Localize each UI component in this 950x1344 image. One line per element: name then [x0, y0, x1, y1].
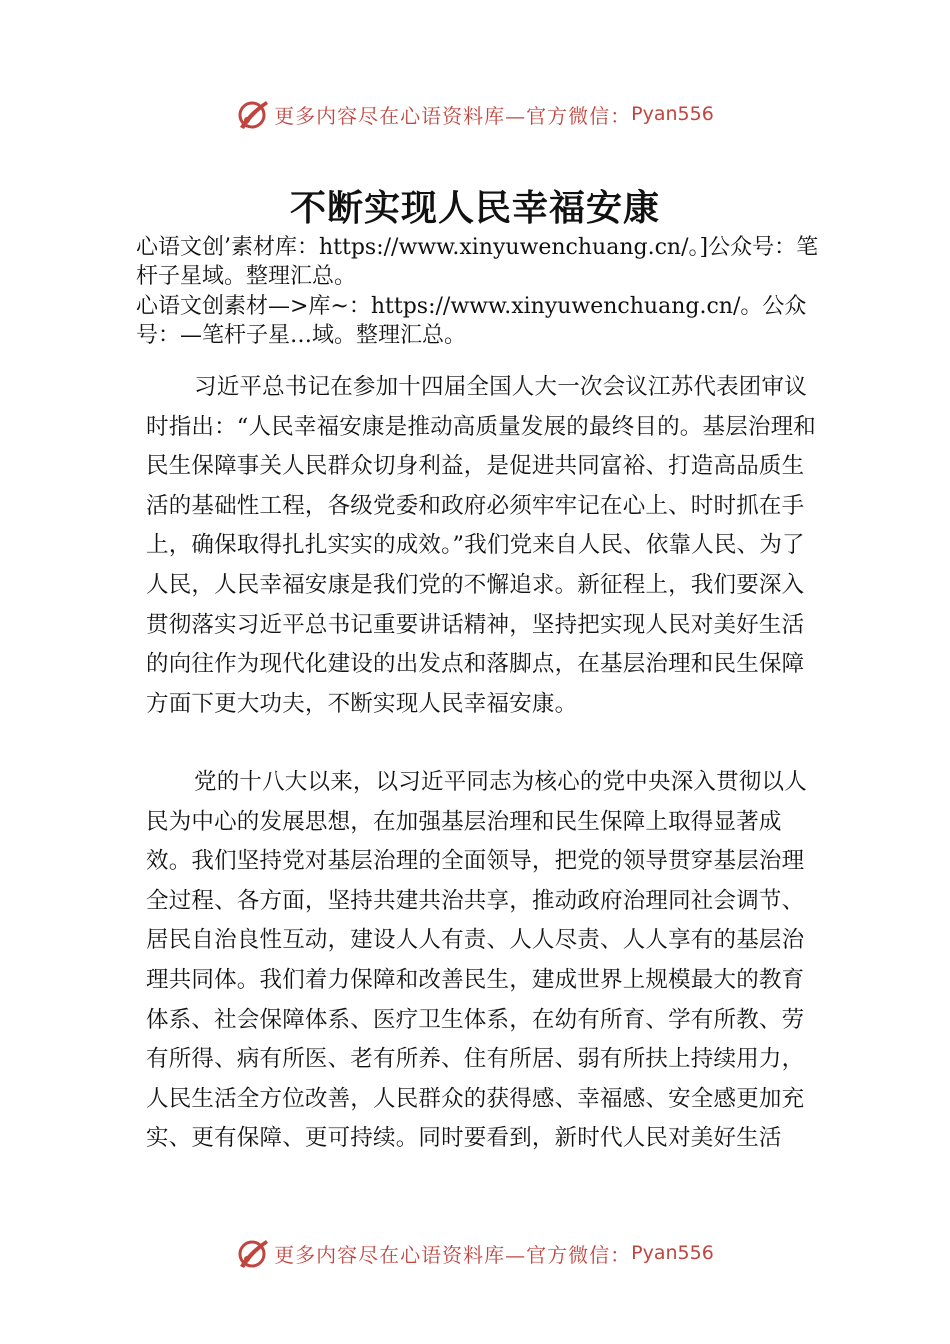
body-paragraph-1: 习近平总书记在参加十四届全国人大一次会议江苏代表团审议时指出：“人民幸福安康是推动高质量发展的最终目的。基层治理和民生保障事关人民群众切身利益，是促进共同富裕、打造高品质生活的基础性工程，各级党委和政府必须牢牢记在心上、时时抓在手上，确保取得扎扎实实的成效。”我们党来自人民、依靠人民、为了人民，人民幸福安康是我们党的不懈追求。新征程上，我们要深入贯彻落实习近平总书记重要讲话精神，坚持把实现人民对美好生活的向往作为现代化建设的出发点和落脚点，在基层治理和民生保障方面下更大功夫，不断实现人民幸福安康。: [146, 374, 817, 717]
source-line-2: 心语文创素材—>库~：https://www.xinyuwenchuang.cn/。公众号：—笔杆子星…域。整理汇总。: [136, 294, 807, 348]
document-title: 不断实现人民幸福安康: [289, 187, 660, 229]
watermark-text: 更多内容尽在心语资料库—官方微信：: [274, 103, 632, 128]
watermark-wechat-id: Pyan556: [631, 1242, 714, 1264]
watermark-wechat-id: Pyan556: [631, 103, 714, 125]
brush-logo-icon: [236, 97, 270, 131]
body-paragraph-2: 党的十八大以来，以习近平同志为核心的党中央深入贯彻以人民为中心的发展思想，在加强基层治理和民生保障上取得显著成效。我们坚持党对基层治理的全面领导，把党的领导贯穿基层治理全过程、各方面，坚持共建共治共享，推动政府治理同社会调节、居民自治良性互动，建设人人有责、人人尽责、人人享有的基层治理共同体。我们着力保障和改善民生，建成世界上规模最大的教育体系、社会保障体系、医疗卫生体系，在幼有所育、学有所教、劳有所得、病有所医、老有所养、住有所居、弱有所扶上持续用力，人民生活全方位改善，人民群众的获得感、幸福感、安全感更加充实、更有保障、更可持续。同时要看到，新时代人民对美好生活: [146, 769, 807, 1152]
watermark-text: 更多内容尽在心语资料库—官方微信：: [274, 1242, 632, 1267]
watermark-banner-bottom: [0, 1233, 950, 1273]
brush-logo-icon: [236, 1236, 270, 1270]
watermark-banner-top: [0, 94, 950, 134]
source-line-1: 心语文创’素材库：https://www.xinyuwenchuang.cn/。]公众号：笔杆子星域。整理汇总。: [136, 235, 819, 289]
